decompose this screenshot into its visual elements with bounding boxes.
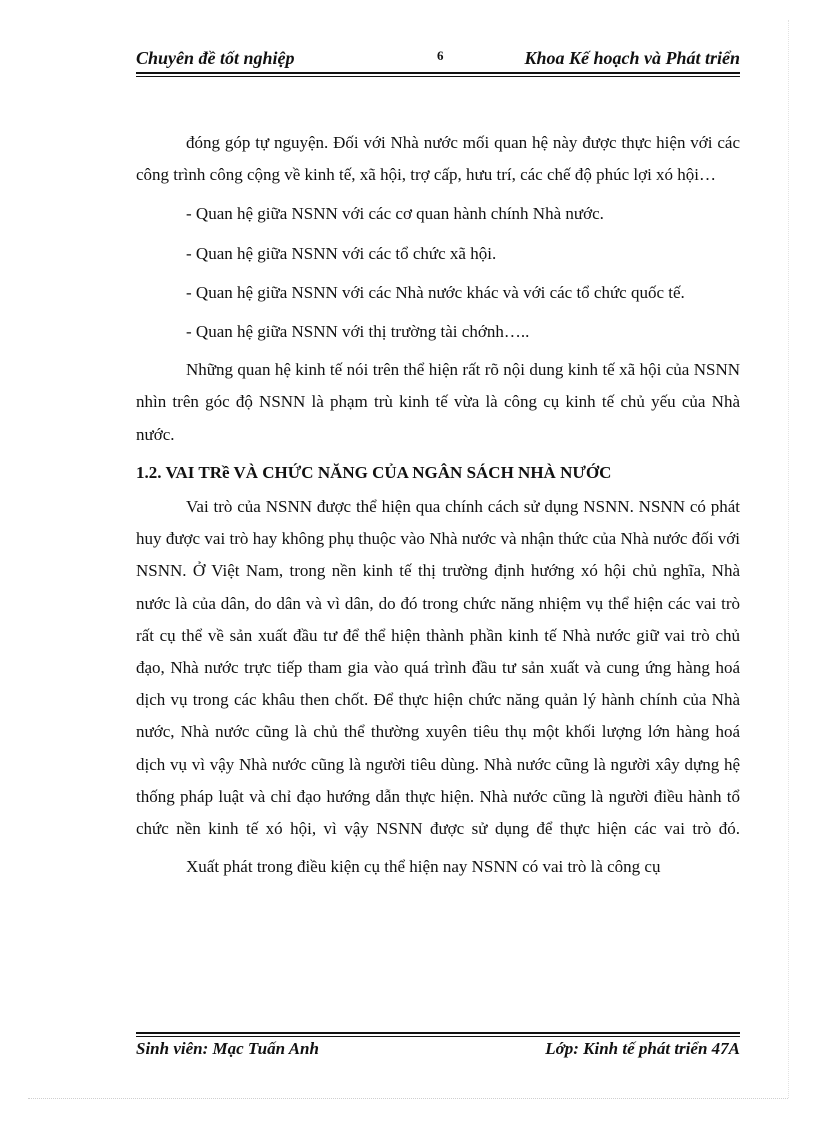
header-rule-thin — [136, 76, 740, 77]
paragraph-continued: đóng góp tự nguyện. Đối với Nhà nước mối quan hệ này được thực hiện với các công trình công cộng về kinh tế, xã hội, trợ cấp, hưu trí, các chế độ phúc lợi xó hội… — [136, 133, 740, 185]
section-heading: 1.2. VAI TRề VÀ CHỨC NĂNG CỦA NGÂN SÁCH NHÀ NƯỚC — [136, 462, 612, 482]
paragraph-tool: Xuất phát trong điều kiện cụ thể hiện nay NSNN có vai trò là công cụ — [186, 857, 661, 877]
footer-rule-thin — [136, 1036, 740, 1037]
page-edge-right — [788, 20, 789, 1098]
list-item-dash-4: - Quan hệ giữa NSNN với thị trường tài chớnh….. — [186, 322, 530, 342]
paragraph-economic-relations: Những quan hệ kinh tế nói trên thể hiện rất rõ nội dung kinh tế xã hội của NSNN nhìn trên góc độ NSNN là phạm trù kinh tế vừa là công cụ kinh tế chủ yếu của Nhà nước. — [136, 360, 740, 444]
footer-student: Sinh viên: Mạc Tuấn Anh — [136, 1039, 319, 1058]
list-item-dash-3: - Quan hệ giữa NSNN với các Nhà nước khác và với các tổ chức quốc tế. — [186, 282, 685, 302]
footer-class: Lớp: Kinh tế phát triển 47A — [545, 1039, 740, 1058]
page-body — [136, 127, 740, 883]
page-footer — [136, 1039, 740, 1063]
header-course-title: Chuyên đề tốt nghiệp — [136, 48, 295, 68]
list-item-dash-1: - Quan hệ giữa NSNN với các cơ quan hành chính Nhà nước. — [186, 204, 604, 224]
page-edge-bottom — [28, 1098, 788, 1099]
page-number: 6 — [437, 48, 444, 63]
paragraph-role: Vai trò của NSNN được thể hiện qua chính cách sử dụng NSNN. NSNN có phát huy được vai trò hay không phụ thuộc vào Nhà nước và nhận thức của Nhà nước đối với NSNN. Ở Việt Nam, trong nền kinh tế thị trường định hướng xó hội chủ nghĩa, Nhà nước là của dân, do dân và vì dân, do đó trong chức năng nhiệm vụ thể hiện các vai trò rất cụ thể về sản xuất đầu tư để thể hiện thành phần kinh tế Nhà nước giữ vai trò chủ đạo, Nhà nước trực tiếp tham gia vào quá trình đầu tư sản xuất và cung ứng hàng hoá dịch vụ trong các khâu then chốt. Để thực hiện chức năng quản lý hành chính của Nhà nước, Nhà nước cũng là chủ thể thường xuyên tiêu thụ một khối lượng lớn hàng hoá dịch vụ vì vậy Nhà nước cũng là người tiêu dùng. Nhà nước cũng là người xây dựng hệ thống pháp luật và chỉ đạo hướng dẫn thực hiện. Nhà nước cũng là người điều hành tổ chức nền kinh tế xó hội, vì vậy NSNN được sử dụng để thực hiện các vai trò đó. — [136, 497, 740, 839]
header-faculty: Khoa Kế hoạch và Phát triển — [524, 48, 740, 68]
footer-rule-thick — [136, 1032, 740, 1034]
list-item-dash-2: - Quan hệ giữa NSNN với các tổ chức xã hội. — [186, 243, 497, 263]
header-rule-thick — [136, 72, 740, 74]
page-header — [136, 46, 740, 72]
